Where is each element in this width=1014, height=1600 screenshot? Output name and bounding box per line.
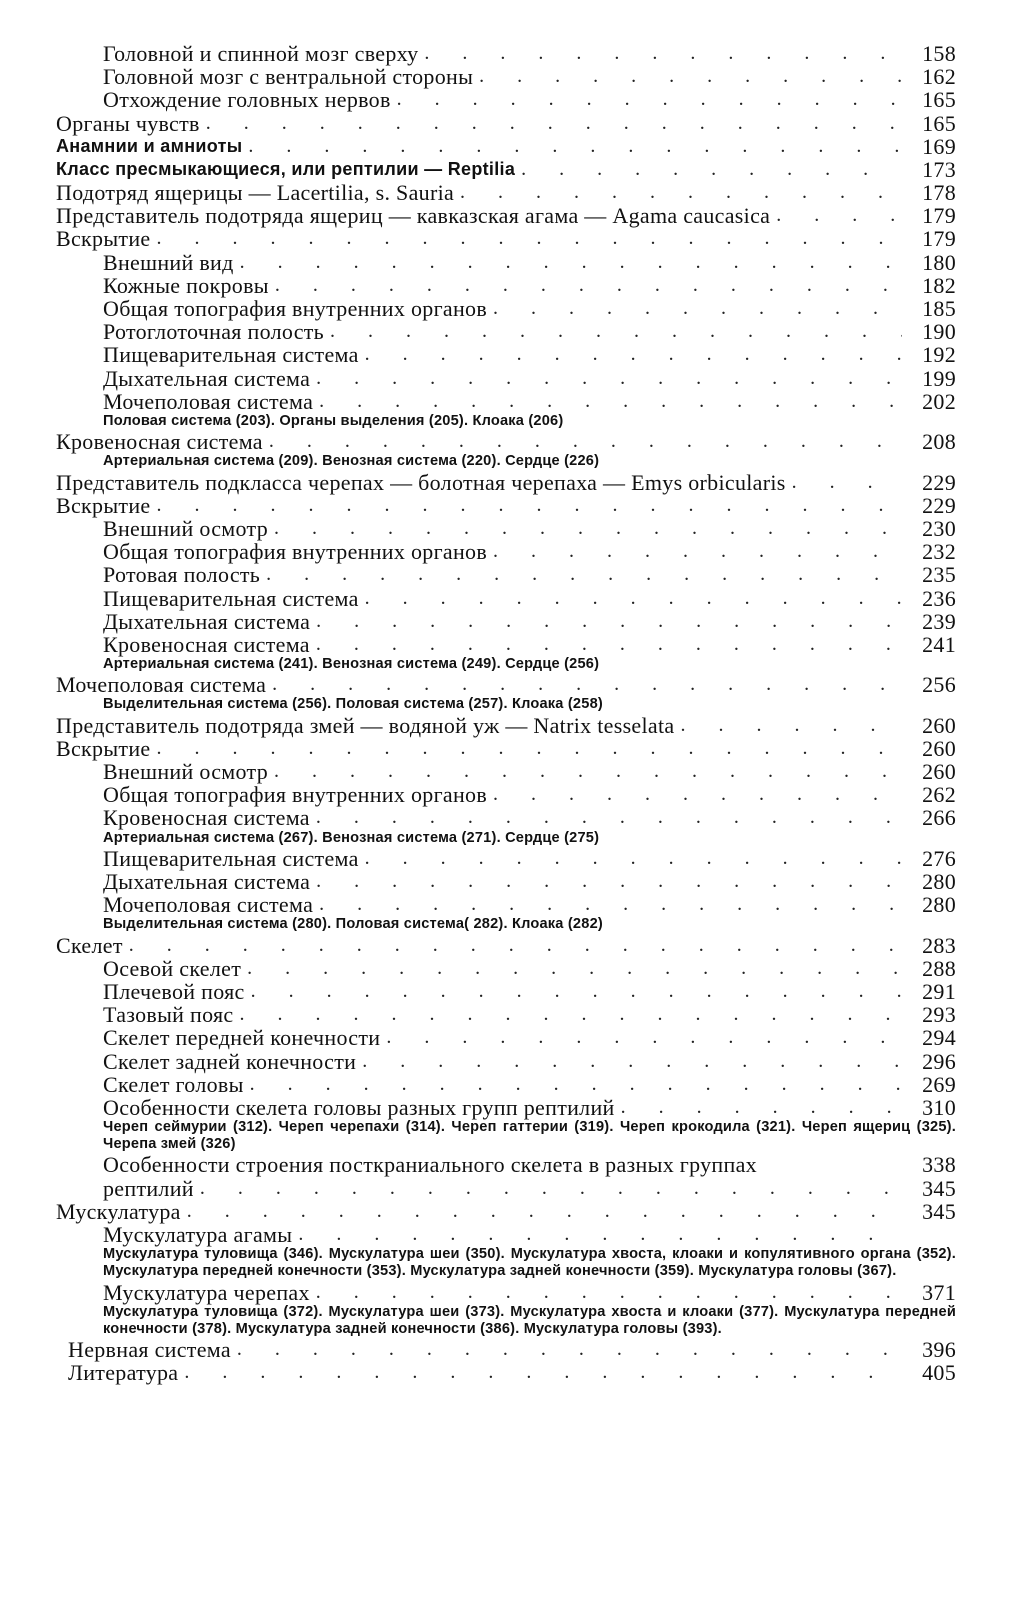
- dot-leader: [250, 1073, 902, 1096]
- toc-entry-title: Вскрытие: [56, 226, 151, 252]
- toc-entry: [48, 1073, 956, 1096]
- toc-entry-title: Вскрытие: [56, 735, 151, 761]
- toc-page-number: 241: [922, 631, 956, 657]
- toc-entry-title: Пищеварительная система: [103, 342, 359, 368]
- toc-entry-title: Скелет передней конечности: [103, 1025, 381, 1051]
- dot-leader: [330, 320, 902, 343]
- toc-page-number: 239: [922, 608, 956, 634]
- toc-entry: [48, 1003, 956, 1026]
- toc-subentries: Выделительная система (256). Половая система (257). Клоака (258): [103, 696, 603, 713]
- toc-page-number: 291: [922, 978, 956, 1004]
- toc-entry-title: Дыхательная система: [103, 608, 311, 634]
- toc-entry-title: Особенности скелета головы разных групп рептилий: [103, 1094, 615, 1120]
- toc-page-number: 283: [922, 932, 956, 958]
- toc-entry-title: Мускулатура агамы: [103, 1222, 293, 1248]
- toc-entry-title: рептилий: [103, 1175, 194, 1201]
- dot-leader: [156, 737, 902, 760]
- toc-page-number: 256: [922, 672, 956, 698]
- toc-entry: [48, 587, 956, 610]
- toc-entry: [48, 980, 956, 1003]
- toc-entry-title: Скелет головы: [103, 1071, 244, 1097]
- toc-page-number: 396: [922, 1337, 956, 1363]
- dot-leader: [493, 540, 902, 563]
- dot-leader: [365, 847, 902, 870]
- toc-entry: [48, 135, 956, 158]
- toc-entry-title: Представитель подотряда ящериц — кавказская агама — Agama caucasica: [56, 203, 771, 229]
- toc-subentries: Половая система (203). Органы выделения (205). Клоака (206): [103, 413, 564, 429]
- toc-entry-title: Пищеварительная система: [103, 845, 359, 871]
- toc-entry: [48, 610, 956, 633]
- dot-leader: [251, 980, 902, 1003]
- toc-entry: [48, 1096, 956, 1119]
- toc-page-number: 296: [922, 1048, 956, 1074]
- toc-entry: [48, 297, 956, 320]
- toc-entry: [48, 65, 956, 88]
- toc-page-number: 276: [922, 845, 956, 871]
- dot-leader: [266, 563, 902, 586]
- toc-entry-title: Мочеполовая система: [103, 892, 314, 918]
- toc-entry: [48, 274, 956, 297]
- dot-leader: [129, 934, 902, 957]
- toc-entry-title: Ротовая полость: [103, 562, 261, 588]
- toc-entry-title: Общая топография внутренних органов: [103, 296, 488, 322]
- toc-page-number: 169: [922, 133, 956, 159]
- toc-entry: [48, 783, 956, 806]
- toc-page-number: 338: [922, 1152, 956, 1178]
- table-of-contents: [48, 42, 956, 1385]
- toc-entry: [48, 228, 956, 251]
- dot-leader: [397, 88, 902, 111]
- dot-leader: [206, 112, 902, 135]
- toc-page-number: 199: [922, 365, 956, 391]
- toc-entry-title: Мочеполовая система: [56, 672, 267, 698]
- toc-page-number: 260: [922, 735, 956, 761]
- toc-subentries: Артериальная система (267). Венозная система (271). Сердце (275): [103, 829, 600, 846]
- toc-entry: [48, 760, 956, 783]
- toc-entry: [48, 251, 956, 274]
- toc-page-number: 158: [922, 40, 956, 66]
- toc-entry-title: Представитель подотряда змей — водяной уж — Natrix tesselata: [56, 712, 675, 738]
- toc-entry: [48, 367, 956, 390]
- dot-leader: [521, 158, 902, 181]
- toc-entry: [48, 158, 956, 181]
- toc-page-number: 230: [922, 515, 956, 541]
- toc-entry-title: Нервная система: [68, 1337, 231, 1363]
- toc-entry-title: Особенности строения посткраниального скелета в разных группах: [103, 1152, 757, 1178]
- toc-page-number: 165: [922, 87, 956, 113]
- toc-page-number: 288: [922, 955, 956, 981]
- dot-leader: [316, 633, 902, 656]
- toc-entry: [48, 957, 956, 980]
- toc-entry-title: Мускулатура: [56, 1198, 181, 1224]
- dot-leader: [316, 870, 902, 893]
- dot-leader: [365, 343, 902, 366]
- toc-page-number: 260: [922, 759, 956, 785]
- toc-page-number: 266: [922, 805, 956, 831]
- toc-entry-title: Кровеносная система: [103, 805, 310, 831]
- toc-entry: [48, 847, 956, 870]
- toc-page-number: 229: [922, 492, 956, 518]
- toc-entry: [48, 1050, 956, 1073]
- toc-entry: [48, 1026, 956, 1049]
- dot-leader: [460, 181, 902, 204]
- toc-subentries: Мускулатура туловища (372). Мускулатура шеи (373). Мускулатура хвоста и клоаки (377). Мускулатура передней конечности (378). Мускулатура задней конечности (386). Мускулатура головы (393).: [103, 1303, 956, 1338]
- toc-page-number: 178: [922, 180, 956, 206]
- toc-entry: [48, 806, 956, 829]
- dot-leader: [269, 430, 902, 453]
- dot-leader: [240, 251, 902, 274]
- toc-page-number: 405: [922, 1360, 956, 1386]
- toc-entry-title: Пищеварительная система: [103, 585, 359, 611]
- dot-leader: [621, 1096, 902, 1119]
- dot-leader: [493, 297, 902, 320]
- toc-page-number: 269: [922, 1071, 956, 1097]
- toc-entry-title: Внешний вид: [103, 249, 234, 275]
- toc-page-number: 232: [922, 539, 956, 565]
- toc-entry: [48, 1223, 956, 1246]
- toc-page-number: 262: [922, 782, 956, 808]
- toc-entry-title: Представитель подкласса черепах — болотная черепаха — Emys orbicularis: [56, 469, 786, 495]
- toc-entry: [48, 714, 956, 737]
- dot-leader: [247, 957, 902, 980]
- dot-leader: [493, 783, 902, 806]
- toc-entry-title: Органы чувств: [56, 110, 200, 136]
- toc-entry: [48, 112, 956, 135]
- toc-subentries: Выделительная система (280). Половая система( 282). Клоака (282): [103, 916, 603, 933]
- toc-entry-title: Вскрытие: [56, 492, 151, 518]
- toc-entry: [48, 1154, 956, 1177]
- dot-leader: [240, 1003, 903, 1026]
- toc-entry: [48, 1338, 956, 1361]
- toc-entry: [48, 540, 956, 563]
- dot-leader: [237, 1338, 902, 1361]
- toc-entry: [48, 204, 956, 227]
- toc-entry: [48, 893, 956, 916]
- toc-entry-title: Литература: [68, 1360, 179, 1386]
- toc-page-number: 371: [922, 1279, 956, 1305]
- toc-entry-title: Общая топография внутренних органов: [103, 782, 488, 808]
- dot-leader: [274, 517, 902, 540]
- toc-entry: [48, 673, 956, 696]
- toc-page-number: 208: [922, 429, 956, 455]
- toc-entry-title: Осевой скелет: [103, 955, 242, 981]
- dot-leader: [156, 227, 902, 250]
- toc-entry-title: Тазовый пояс: [103, 1002, 234, 1028]
- dot-leader: [776, 204, 902, 227]
- dot-leader: [424, 42, 902, 65]
- toc-entry: [48, 1200, 956, 1223]
- dot-leader: [156, 494, 902, 517]
- toc-page-number: 180: [922, 249, 956, 275]
- toc-entry-title: Головной и спинной мозг сверху: [103, 40, 419, 66]
- dot-leader: [680, 714, 902, 737]
- toc-entry-title: Кровеносная система: [103, 631, 310, 657]
- toc-entry-title: Класс пресмыкающиеся, или рептилии — Reptilia: [56, 158, 516, 179]
- toc-entry-title: Кровеносная система: [56, 429, 263, 455]
- toc-entry-title: Ротоглоточная полость: [103, 319, 325, 345]
- toc-entry: [48, 42, 956, 65]
- toc-entry-title: Скелет: [56, 932, 123, 958]
- toc-entry-title: Дыхательная система: [103, 365, 311, 391]
- dot-leader: [316, 806, 902, 829]
- toc-subentries: Артериальная система (241). Венозная система (249). Сердце (256): [103, 656, 600, 673]
- toc-entry-title: Общая топография внутренних органов: [103, 539, 488, 565]
- dot-leader: [316, 610, 902, 633]
- toc-page-number: 162: [922, 64, 956, 90]
- toc-page-number: 260: [922, 712, 956, 738]
- toc-page-number: 179: [922, 203, 956, 229]
- toc-page-number: 173: [922, 156, 956, 182]
- toc-entry: [48, 633, 956, 656]
- dot-leader: [792, 471, 902, 494]
- toc-entry: [48, 343, 956, 366]
- toc-subentries: Череп сеймурии (312). Череп черепахи (314). Череп гаттерии (319). Череп крокодила (321). Череп ящериц (325). Черепа змей (326): [103, 1119, 956, 1153]
- toc-page-number: 280: [922, 869, 956, 894]
- dot-leader: [184, 1361, 902, 1384]
- toc-entry-title: Подотряд ящерицы — Lacertilia, s. Sauria: [56, 180, 455, 206]
- dot-leader: [248, 135, 902, 158]
- toc-page-number: 345: [922, 1175, 956, 1201]
- toc-entry: [48, 1361, 956, 1384]
- dot-leader: [272, 673, 902, 696]
- toc-entry-title: Внешний осмотр: [103, 759, 268, 785]
- toc-entry-title: Отхождение головных нервов: [103, 87, 391, 113]
- dot-leader: [200, 1177, 902, 1200]
- dot-leader: [298, 1223, 902, 1246]
- toc-entry-title: Скелет задней конечности: [103, 1048, 357, 1074]
- toc-entry-title: Головной мозг с вентральной стороны: [103, 64, 474, 90]
- toc-page-number: 235: [922, 562, 956, 588]
- dot-leader: [386, 1026, 902, 1049]
- toc-entry-title: Дыхательная система: [103, 869, 311, 894]
- toc-entry-title: Анамнии и амниоты: [56, 135, 243, 156]
- toc-page-number: 345: [922, 1198, 956, 1224]
- toc-page-number: 192: [922, 342, 956, 368]
- toc-entry-title: Внешний осмотр: [103, 515, 268, 541]
- toc-page-number: 310: [922, 1094, 956, 1120]
- toc-page-number: 179: [922, 226, 956, 252]
- toc-entry: [48, 1281, 956, 1304]
- dot-leader: [316, 1281, 902, 1304]
- toc-page-number: 185: [922, 296, 956, 322]
- dot-leader: [274, 760, 902, 783]
- toc-page-number: 236: [922, 585, 956, 611]
- toc-page-number: 165: [922, 110, 956, 136]
- toc-page-number: 182: [922, 272, 956, 298]
- toc-entry: [48, 870, 956, 893]
- dot-leader: [319, 893, 902, 916]
- toc-entry: [48, 737, 956, 760]
- toc-entry-title: Кожные покровы: [103, 272, 269, 298]
- toc-entry: [48, 471, 956, 494]
- toc-page-number: 280: [922, 892, 956, 918]
- toc-subentries: Артериальная система (209). Венозная система (220). Сердце (226): [103, 453, 600, 470]
- toc-entry-title: Мочеполовая система: [103, 388, 314, 414]
- dot-leader: [316, 367, 902, 390]
- toc-entry: [48, 320, 956, 343]
- toc-page-number: 229: [922, 469, 956, 495]
- toc-entry: [48, 430, 956, 453]
- toc-entry: [48, 88, 956, 111]
- toc-entry-title: Плечевой пояс: [103, 978, 245, 1004]
- toc-entry: [48, 494, 956, 517]
- toc-entry: [48, 1177, 956, 1200]
- toc-entry: [48, 563, 956, 586]
- dot-leader: [319, 390, 902, 413]
- toc-entry: [48, 390, 956, 413]
- toc-entry: [48, 517, 956, 540]
- toc-entry: [48, 181, 956, 204]
- dot-leader: [479, 65, 902, 88]
- dot-leader: [362, 1050, 902, 1073]
- toc-page-number: 190: [922, 319, 956, 345]
- toc-subentries: Мускулатура туловища (346). Мускулатура шеи (350). Мускулатура хвоста, клоаки и копулятивного органа (352). Мускулатура передней конечности (353). Мускулатура задней конечности (359). Мускулатура головы (367).: [103, 1246, 956, 1280]
- toc-page-number: 202: [922, 388, 956, 414]
- toc-entry-title: Мускулатура черепах: [103, 1279, 310, 1305]
- toc-page-number: 293: [922, 1002, 956, 1028]
- toc-entry: [48, 934, 956, 957]
- dot-leader: [365, 587, 902, 610]
- toc-page-number: 294: [922, 1025, 956, 1051]
- dot-leader: [275, 274, 902, 297]
- dot-leader: [187, 1200, 902, 1223]
